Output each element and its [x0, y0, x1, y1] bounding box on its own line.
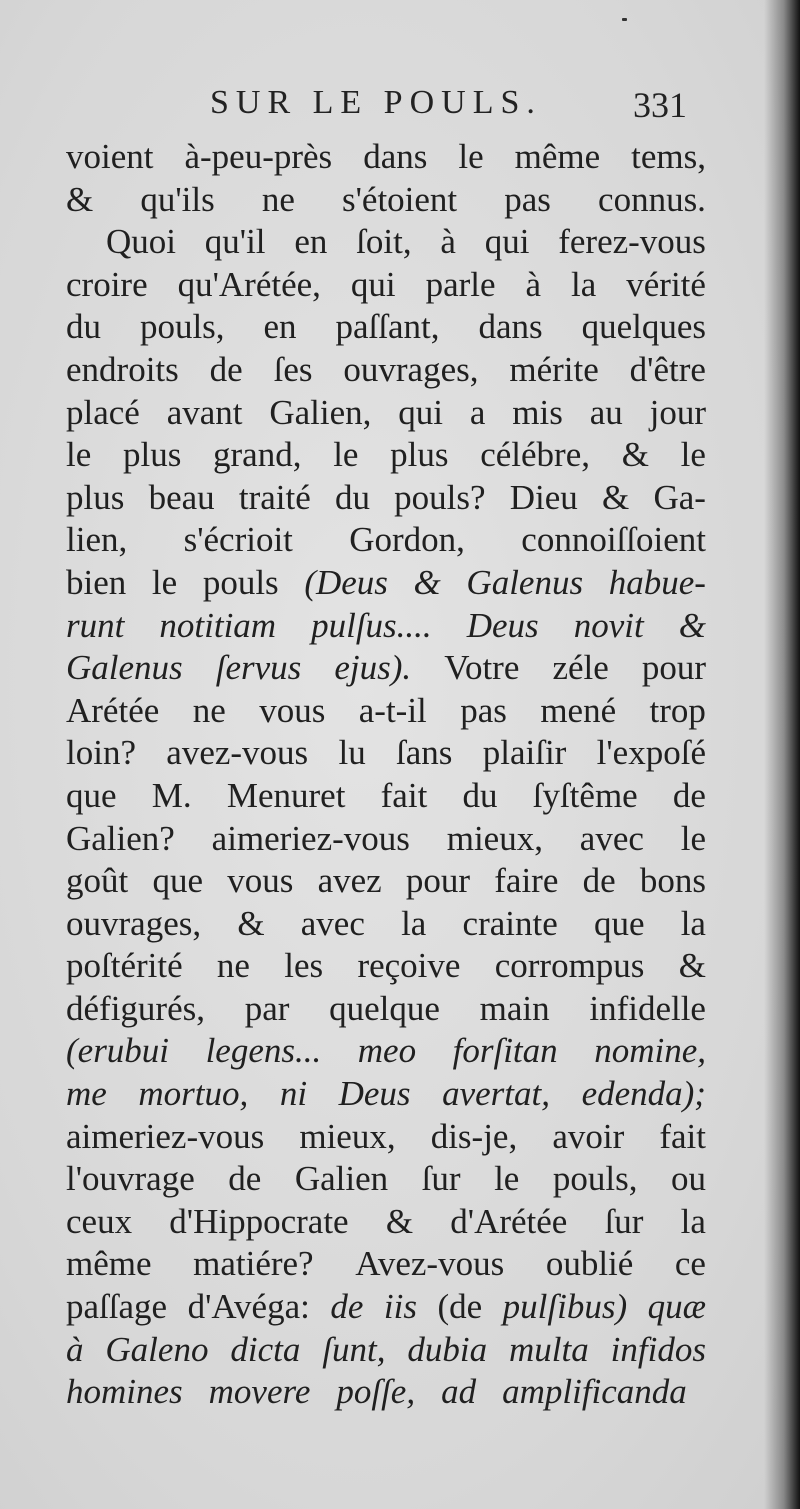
word: pulſibus): [502, 1287, 628, 1327]
word: connoiſſoient: [521, 520, 706, 560]
text-line: [66, 1243, 706, 1286]
word: à: [525, 264, 542, 304]
running-head: [0, 78, 800, 128]
word: ou: [670, 1159, 706, 1199]
word: paſſage: [66, 1287, 168, 1327]
word: les: [284, 946, 324, 986]
text-line: [66, 1286, 706, 1329]
word: a-t-il: [358, 690, 427, 730]
word: avant: [166, 392, 243, 432]
word: pulſus....: [311, 605, 432, 645]
word: infidelle: [589, 988, 706, 1028]
text-line: [66, 1201, 706, 1244]
word: grand,: [213, 435, 302, 475]
word: le: [66, 435, 92, 475]
word: à: [440, 222, 456, 262]
word: voient: [66, 137, 154, 176]
word: pas: [504, 179, 551, 219]
word: ſur: [604, 1201, 644, 1241]
word: ſyſtême: [532, 775, 638, 815]
running-head-title: SUR LE POULS.: [210, 84, 542, 121]
word: jour: [649, 392, 706, 432]
text-line: [66, 775, 706, 818]
word: qu'ils: [140, 179, 215, 219]
word: en: [263, 307, 297, 347]
word: Avez-vous: [355, 1244, 505, 1284]
word: fait: [380, 775, 428, 815]
word: M.: [151, 775, 192, 815]
text-line: [66, 1030, 706, 1073]
word: Galenus: [66, 648, 183, 688]
word: bons: [639, 861, 706, 901]
word: par: [244, 988, 290, 1028]
word: d'être: [629, 349, 706, 389]
word: de: [209, 349, 243, 389]
text-line: [66, 945, 706, 988]
word: &: [385, 1201, 414, 1241]
word: ſoit,: [356, 222, 412, 262]
word: faire: [494, 861, 559, 901]
word: pour: [641, 648, 706, 688]
word: avez: [317, 861, 382, 901]
word: (erubui: [66, 1031, 170, 1071]
word: dis-je,: [430, 1116, 518, 1156]
word: Gordon,: [349, 520, 465, 560]
word: l'expoſé: [596, 733, 706, 773]
word: ſur: [421, 1159, 461, 1199]
word: avec: [300, 903, 365, 943]
text-line: [66, 1329, 706, 1372]
word: célébre,: [480, 435, 590, 475]
word: défigurés,: [66, 988, 205, 1028]
word: à: [66, 1329, 84, 1369]
word: quæ: [647, 1287, 706, 1327]
word: ne: [216, 946, 250, 986]
word: trop: [649, 690, 706, 730]
text-line: [66, 519, 706, 562]
word: la: [680, 903, 706, 943]
word: corrompus: [494, 946, 645, 986]
word: de: [582, 861, 616, 901]
word: la: [401, 903, 427, 943]
word: Deus: [338, 1074, 411, 1114]
word: le: [458, 137, 484, 176]
word: la: [571, 264, 597, 304]
word: qui: [484, 222, 530, 262]
text-line: [66, 818, 706, 861]
word: du: [334, 477, 370, 517]
word: l'ouvrage: [66, 1159, 195, 1199]
word: oublié: [545, 1244, 634, 1284]
text-line: [66, 562, 706, 605]
word: &: [237, 903, 265, 943]
word: ceux: [66, 1201, 133, 1241]
text-line: [66, 903, 706, 946]
word: (Deus: [304, 562, 388, 602]
word: crainte: [462, 903, 558, 943]
word: (de: [437, 1287, 483, 1327]
text-line: [66, 306, 706, 349]
word: du: [462, 775, 498, 815]
word: que: [593, 903, 645, 943]
word: de: [672, 775, 706, 815]
text-line: [66, 647, 706, 690]
word: avertat,: [442, 1074, 550, 1114]
word: qu'Arétée,: [177, 264, 321, 304]
text-line: [66, 690, 706, 733]
word: ejus).: [334, 648, 412, 688]
word: ne: [261, 179, 295, 219]
ink-speck: [622, 18, 627, 21]
text-line: [66, 1073, 706, 1116]
word: mieux,: [446, 818, 543, 858]
word: amplificanda: [502, 1372, 687, 1412]
word: d'Hippocrate: [169, 1201, 349, 1241]
word: pouls,: [139, 307, 225, 347]
word: mené: [540, 690, 617, 730]
word: poſtérité: [66, 946, 183, 986]
word: &: [621, 435, 649, 475]
word: ouvrages,: [343, 349, 479, 389]
word: endroits: [66, 349, 179, 389]
word: la: [680, 1201, 706, 1241]
word: qu'il: [204, 222, 266, 262]
text-line: [66, 988, 706, 1031]
word: mieux,: [299, 1116, 396, 1156]
word: qui: [398, 392, 443, 432]
word: Arétée: [66, 690, 160, 730]
word: le: [680, 818, 706, 858]
word: du: [66, 307, 101, 347]
word: placé: [66, 392, 140, 432]
word: me: [66, 1074, 107, 1114]
word: iis: [383, 1287, 417, 1327]
word: novit: [573, 605, 644, 645]
word: &: [678, 946, 706, 986]
word: parle: [425, 264, 496, 304]
word: habue-: [608, 562, 706, 602]
text-line: [66, 264, 706, 307]
word: vérité: [626, 264, 706, 304]
word: paſſant,: [335, 307, 440, 347]
word: mis: [512, 392, 563, 432]
text-line: [66, 221, 706, 264]
text-line: [66, 1158, 706, 1201]
word: pouls?: [394, 477, 486, 517]
word: Galenus: [466, 562, 584, 602]
word: Galien?: [66, 818, 175, 858]
word: &: [413, 562, 441, 602]
word: même: [514, 137, 601, 176]
word: d'Avéga:: [187, 1287, 310, 1327]
word: ouvrages,: [66, 903, 202, 943]
page-number: 331: [633, 85, 687, 125]
word: croire: [66, 264, 148, 304]
word: nomine,: [594, 1031, 706, 1071]
word: pouls: [202, 562, 279, 602]
word: poſſe,: [336, 1372, 416, 1412]
word: plaiſir: [482, 733, 567, 773]
word: aimeriez-vous: [211, 818, 410, 858]
text-line: [66, 434, 706, 477]
text-line: [66, 860, 706, 903]
word: le: [494, 1159, 520, 1199]
word: de: [228, 1159, 262, 1199]
word: goût: [66, 861, 129, 901]
word: en: [294, 222, 328, 262]
word: même: [66, 1244, 152, 1284]
word: Votre: [444, 648, 520, 688]
word: runt: [66, 605, 125, 645]
word: plus: [66, 477, 125, 517]
word: homines: [66, 1372, 183, 1412]
text-line: [66, 477, 706, 520]
word: Dieu: [509, 477, 578, 517]
word: dans: [363, 137, 428, 176]
word: que: [66, 775, 117, 815]
word: Galeno: [105, 1329, 209, 1369]
word: main: [479, 988, 550, 1028]
word: au: [589, 392, 623, 432]
word: d'Arétée: [450, 1201, 568, 1241]
word: Quoi: [106, 222, 176, 262]
word: zéle: [552, 648, 609, 688]
word: ni: [279, 1074, 308, 1114]
word: legens...: [205, 1031, 322, 1071]
text-line: [66, 136, 706, 179]
word: dubia: [407, 1329, 488, 1369]
word: dicta: [230, 1329, 301, 1369]
word: traité: [238, 477, 311, 517]
word: ne: [192, 690, 226, 730]
word: multa: [509, 1329, 589, 1369]
word: s'écrioit: [183, 520, 293, 560]
word: beau: [148, 477, 215, 517]
word: lien,: [66, 520, 128, 560]
text-line: [66, 392, 706, 435]
word: avez-vous: [166, 733, 309, 773]
text-line: [66, 349, 706, 392]
text-line: [66, 179, 706, 222]
word: quelques: [581, 307, 706, 347]
word: ſervus: [215, 648, 302, 688]
word: infidos: [610, 1329, 706, 1369]
word: le: [680, 435, 706, 475]
text-line: [66, 1116, 706, 1159]
page-edge-shadow: [764, 0, 800, 1509]
word: ferez-vous: [558, 222, 706, 262]
word: a: [469, 392, 486, 432]
word: movere: [208, 1372, 311, 1412]
word: mortuo,: [138, 1074, 249, 1114]
word: avec: [579, 818, 644, 858]
word: matiére?: [193, 1244, 314, 1284]
word: reçoive: [357, 946, 461, 986]
word: Ga-: [653, 477, 706, 517]
word: dans: [478, 307, 543, 347]
word: ſunt,: [322, 1329, 386, 1369]
word: ce: [674, 1244, 706, 1284]
word: plus: [122, 435, 182, 475]
word: qui: [350, 264, 396, 304]
word: s'étoient: [341, 179, 458, 219]
word: ſes: [273, 349, 313, 389]
word: Deus: [466, 605, 539, 645]
word: &: [602, 477, 630, 517]
word: aimeriez-vous: [66, 1116, 265, 1156]
word: connus.: [598, 179, 706, 219]
word: plus: [390, 435, 449, 475]
word: pas: [460, 690, 507, 730]
word: pour: [405, 861, 471, 901]
word: à-peu-près: [184, 137, 333, 176]
word: de: [330, 1287, 364, 1327]
word: loin?: [66, 733, 136, 773]
body-text: [66, 136, 706, 1414]
word: edenda);: [581, 1074, 706, 1114]
word: forſitan: [452, 1031, 558, 1071]
word: avoir: [552, 1116, 625, 1156]
word: fait: [659, 1116, 706, 1156]
word: ad: [441, 1372, 477, 1412]
text-line: [66, 605, 706, 648]
word: notitiam: [159, 605, 277, 645]
word: pouls,: [552, 1159, 638, 1199]
word: Menuret: [226, 775, 346, 815]
text-line: [66, 732, 706, 775]
word: le: [333, 435, 359, 475]
word: quelque: [329, 988, 440, 1028]
word: vous: [227, 861, 294, 901]
word: le: [151, 562, 178, 602]
word: &: [66, 179, 94, 219]
word: mérite: [509, 349, 599, 389]
word: lu: [338, 733, 366, 773]
word: Galien: [294, 1159, 389, 1199]
word: tems,: [631, 137, 706, 176]
word: que: [152, 861, 203, 901]
word: &: [678, 605, 706, 645]
word: meo: [357, 1031, 417, 1071]
word: vous: [259, 690, 326, 730]
word: bien: [66, 562, 127, 602]
word: ſans: [396, 733, 453, 773]
word: Galien,: [269, 392, 372, 432]
text-line: [66, 1371, 706, 1414]
